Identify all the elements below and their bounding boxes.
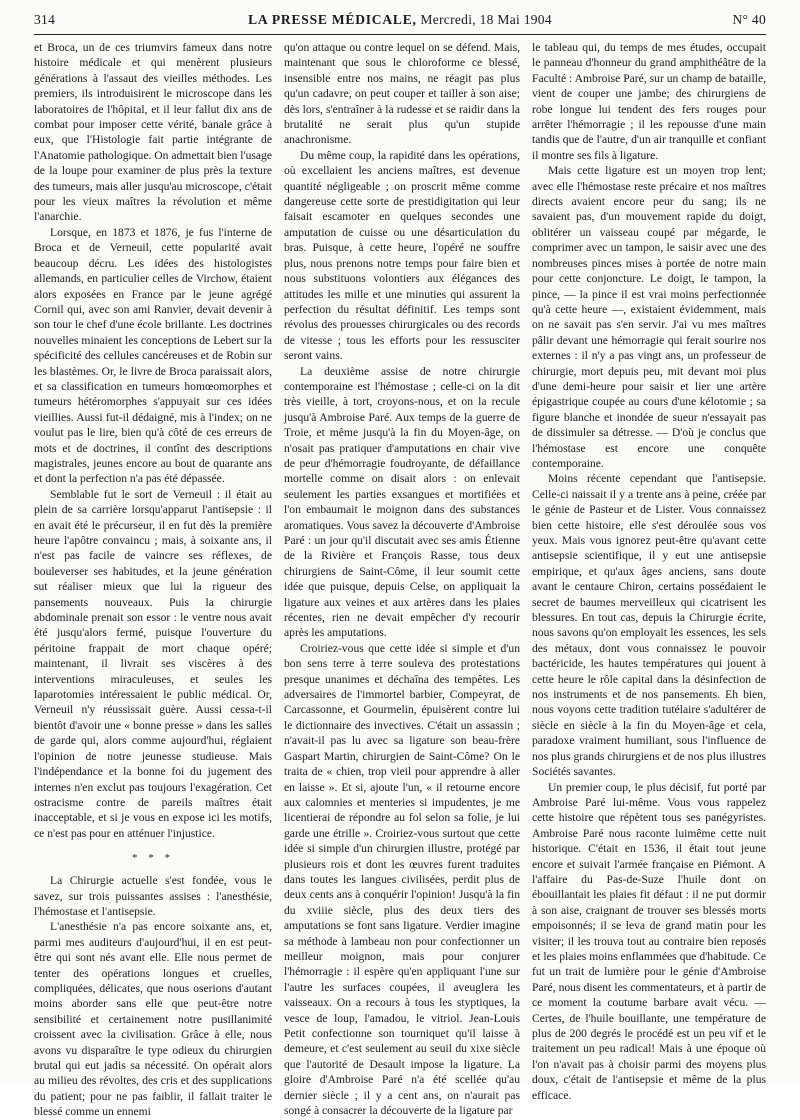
- paragraph: le tableau qui, du temps de mes études, occupait le panneau d'honneur du grand amphithéâtre de la Faculté : Ambroise Paré, sur un champ de bataille, vient de couper une jambe; des chirurgiens de robe longue lui tendent des fers rouges pour arrêter l'hémorragie ; il les repousse d'une main tandis que de l'autre, d'un air tranquille et confiant il montre ses fils à ligature.: [532, 41, 766, 162]
- page-number: 314: [34, 12, 56, 27]
- paragraph: et Broca, un de ces triumvirs fameux dans notre histoire médicale et qui menèrent plusieurs générations à l'assaut des vieilles méthodes. Les premiers, ils introduisirent le microscope dans les laboratoires de l'hôpital, et il leur fallut dix ans de combat pour imposer cette vérité, banale grâce à eux, que l'Histologie fait partie intégrante de l'Anatomie pathologique. On admettait bien l'usage de la loupe pour examiner de plus près la texture des tumeurs, mais aller jusqu'au microscope, c'était pour les vieux maîtres la révolution et même l'anarchie.: [34, 41, 272, 224]
- paragraph: Du même coup, la rapidité dans les opérations, où excellaient les anciens maîtres, est devenue quantité négligeable ; on proscrit même comme dangereuse cette sorte de prestidigitation qui leur faisait escamoter en quelques secondes une amputation de cuisse ou une désarticulation du bras. Puisque, à cette heure, l'opéré ne souffre plus, nous prenons notre temps pour faire bien et nous substituons volontiers aux élégances des attitudes les mille et une minuties qui assurent la perfection du résultat définitif. Les temps sont révolus des prouesses chirurgicales ou des records de vitesse ; tous les efforts pour les ressusciter seront vains.: [284, 148, 520, 363]
- header-rule: [34, 34, 766, 35]
- paragraph: Mais cette ligature est un moyen trop lent; avec elle l'hémostase reste précaire et nos maîtres directs avaient encore peur du sang; ils ne savaient pas, d'un mouvement rapide du doigt, oblitérer un vaisseau coupé par mégarde, le comprimer avec un tampon, le saisir avec une des nombreuses pinces mises à portée de notre main pour cette conjoncture. Le doigt, le tampon, la pince, — la pince il est vrai moins perfectionnée qu'à cette heure —, existaient évidemment, mais on ne savait pas s'en servir. J'ai vu mes maîtres pâlir devant une hémorragie qui ferait sourire nos externes : il n'y a pas vingt ans, un professeur de chirurgie, mort depuis peu, mit devant moi plus d'une demi-heure pour saisir et lier une artère épigastrique coupée au cours d'une kélotomie ; sa figure blanche et inondée de sueur n'essayait pas de dissimuler sa détresse. — D'où je conclus que l'hémostase est encore une conquête contemporaine.: [532, 164, 766, 470]
- issue-number: N° 40: [732, 12, 766, 27]
- section-separator: * * *: [132, 852, 174, 865]
- paragraph: Semblable fut le sort de Verneuil : il était au plein de sa carrière lorsqu'apparut l'antisepsie : il en avait été le précurseur, il en fut dès la première heure l'apôtre convaincu ; mais, à soixante ans, il n'est pas facile de vaincre ses réflexes, de bouleverser ses habitudes, et la jeune génération sut réaliser mieux que lui la rigueur des pansements nouveaux. Puis la chirurgie abdominale prenait son essor : le ventre nous avait été jusqu'alors fermé, puisque l'ouverture du péritoine frappait de mort chaque opéré; maintenant, il livrait ses viscères à des interventions miraculeuses, et seules les laparotomies intéressaient le public médical. Or, Verneuil n'y réussissait guère. Aussi cessa-t-il bientôt d'avoir une « bonne presse » dans les salles de garde qui, alors comme aujourd'hui, réglaient l'opinion de notre jeunesse studieuse. Mais l'indépendance et la bonne foi du jugement des internes n'en exclut pas toujours l'exagération. Cet ostracisme contre de pareils maîtres était inacceptable, et si je vous en expose ici les motifs, ce n'est pas pour en atténuer l'injustice.: [34, 487, 272, 840]
- paragraph: Moins récente cependant que l'antisepsie. Celle-ci naissait il y a trente ans à peine, créée par le génie de Pasteur et de Lister. Vous connaissez bien cette histoire, elle s'est déroulée sous vos yeux. Mais vous ignorez peut-être qu'avant cette antisepsie scientifique, il y eut une antisepsie empirique, et qu'aux âges anciens, sans doute avant le centaure Chiron, certains possédaient le secret de baumes merveilleux qui cicatrisent les blessures. En tout cas, depuis la Chirurgie écrite, nous savons qu'on employait les essences, les sels des métaux, dont vous connaissez le pouvoir bactéricide, les hautes températures qui jouent à cette heure le rôle capital dans la désinfection de nos instruments et de nos pansements. Eh bien, nous voyons cette tradition tutélaire s'adultérer de siècle en siècle à la fin du Moyen-âge et cela, paradoxe vraiment humiliant, sous l'influence de nos plus grands chirurgiens et de nos plus illustres Sociétés savantes.: [532, 472, 766, 779]
- column-3: [532, 40, 766, 1102]
- paragraph: La deuxième assise de notre chirurgie contemporaine est l'hémostase ; celle-ci on la dit très vieille, à tort, croyons-nous, et on la recule jusqu'à Ambroise Paré. Aux temps de la guerre de Troie, et même jusqu'à la fin du Moyen-âge, on n'osait pas pratiquer d'amputations en chair vive de peur d'hémorragie foudroyante, de défaillance mortelle comme on disait alors : on enlevait seulement les parties exsangues et mortifiées et l'on embaumait le moignon dans des substances aromatiques. Vous savez la découverte d'Ambroise Paré : un jour qu'il discutait avec ses amis Étienne de la Rivière et François Rasse, tous deux chirurgiens de Saint-Côme, il leur soumit cette idée que puisque, depuis Celse, on appliquait la ligature aux veines et aux artères dans les plaies récentes, rien ne devait empêcher d'y recourir après les amputations.: [284, 364, 520, 640]
- paragraph: Croiriez-vous que cette idée si simple et d'un bon sens terre à terre souleva des protestations presque unanimes et déchaîna des tempêtes. Les adversaires de l'immortel barbier, Compeyrat, de Carcassonne, et Gourmelin, épuisèrent contre lui le dictionnaire des invectives. C'était un assassin ; n'avait-il pas lu avec sa ligature son beau-frère Gaspart Martin, chirurgien de Saint-Côme? On le traita de « chien, trop vieil pour apprendre à aller en laisse ». Et si, ajoute l'un, « il retourne encore aux calomnies et menteries si impudentes, je me licentierai de répondre au fol selon sa folie, je lui garde une étrille ». Croiriez-vous surtout que cette idée si simple d'un chirurgien illustre, protégé par plusieurs rois et dont les œuvres furent traduites dans toutes les langues civilisées, perdit plus de deux cents ans à conquérir l'opinion! Jusqu'à la fin du xviiie siècle, plus des deux tiers des amputations se font sans ligature. Verdier imagine sa méthode à lambeau non pour confectionner un meilleur moignon, mais pour conjurer l'hémorragie : il espère qu'en appliquant l'une sur l'autre les surfaces coupées, il aveuglera les vaisseaux. On a recours à tous les styptiques, la vesce de loup, l'amadou, le vitriol. Jean-Louis Petit confectionne son tourniquet qu'il laisse à demeure, et c'est seulement au seuil du xixe siècle que l'autorité de Desault impose la ligature. La gloire d'Ambroise Paré n'a été scellée qu'au dernier siècle ; il y a cent ans, on n'aurait pas songé à consacrer la découverte de la ligature par: [284, 641, 520, 1118]
- paragraph: qu'on attaque ou contre lequel on se défend. Mais, maintenant que sous le chloroforme ce blessé, insensible entre nos mains, ne réagit pas plus qu'un cadavre, on peut couper et tailler à son aise; dès lors, s'entraîner à la rudesse et se raidir dans la brutalité ne serait plus qu'un stupide anachronisme.: [284, 41, 520, 147]
- column-2: [284, 40, 520, 1118]
- paragraph: Lorsque, en 1873 et 1876, je fus l'interne de Broca et de Verneuil, cette popularité avait beaucoup décru. Les idées des histologistes allemands, en particulier celles de Virchow, étaient alors exposées en France par le jeune agrégé Cornil qui, avec son ami Ranvier, devait devenir à son tour le chef d'une école brillante. Les doctrines nouvelles minaient les conceptions de Lebert sur la spécificité des cellules cancéreuses et de Robin sur les blastèmes. Or, le livre de Broca paraissait alors, et sa classification en tumeurs homœomorphes et tumeurs hétéromorphes s'appuyait sur ces idées vieillies. Aussi fut-il dédaigné, mis à l'index; on ne voulut pas le lire, bien qu'à côté de ces erreurs de mots et de doctrines, il contînt des descriptions magistrales, jeunes encore au bout de quarante ans et dont la perfection n'a pas été dépassée.: [34, 225, 272, 486]
- column-1: [34, 40, 272, 1119]
- paragraph: L'anesthésie n'a pas encore soixante ans, et, parmi mes auditeurs d'aujourd'hui, il en est peut-être qui sont nés avant elle. Elle nous permet de tenter des opérations longues et cruelles, compliquées, délicates, que nous oserions d'autant moins aborder sans elle que peut-être notre sensibilité et certainement notre pusillanimité croissent avec la civilisation. Grâce à elle, nous avons vu disparaître le type odieux du chirurgien brutal qui eut jadis sa nécessité. On opérait alors au milieu des révoltes, des cris et des supplications du patient; pour ne pas faiblir, il fallait traiter le blessé comme un ennemi: [34, 920, 272, 1119]
- running-header: [34, 10, 766, 36]
- masthead: [34, 12, 766, 28]
- paragraph: Un premier coup, le plus décisif, fut porté par Ambroise Paré lui-même. Vous vous rappelez cette histoire que répètent tous ses panégyristes. Ambroise Paré nous raconte luimême cette nuit historique. C'était en 1536, il était tout jeune encore et suivait l'armée française en Piémont. A l'affaire du Pas-de-Suze l'huile dont on ébouillantait les plaies fit défaut : il ne put dormir à son aise, craignant de trouver ses blessés morts empoisonnés; il se leva de grand matin pour les visiter; il les trouva tout au contraire bien reposés et les plaies moins enflammées que d'habitude. Ce fut un trait de lumière pour le génie d'Ambroise Paré, nous disent les commentateurs, et à partir de ce moment la coutume barbare avait vécu. — Certes, de l'huile bouillante, une température de plus de 200 degrés le procédé est un peu vif et le traitement un peu radical! Mais à une époque où l'on n'avait pas à choisir parmi des moyens plus doux, c'était de l'antisepsie et même de la plus efficace.: [532, 780, 766, 1102]
- issue-date: Mercredi, 18 Mai 1904: [420, 12, 552, 27]
- journal-title: LA PRESSE MÉDICALE,: [248, 12, 417, 27]
- paragraph: La Chirurgie actuelle s'est fondée, vous le savez, sur trois puissantes assises : l'anesthésie, l'hémostase et l'antisepsie.: [34, 874, 272, 918]
